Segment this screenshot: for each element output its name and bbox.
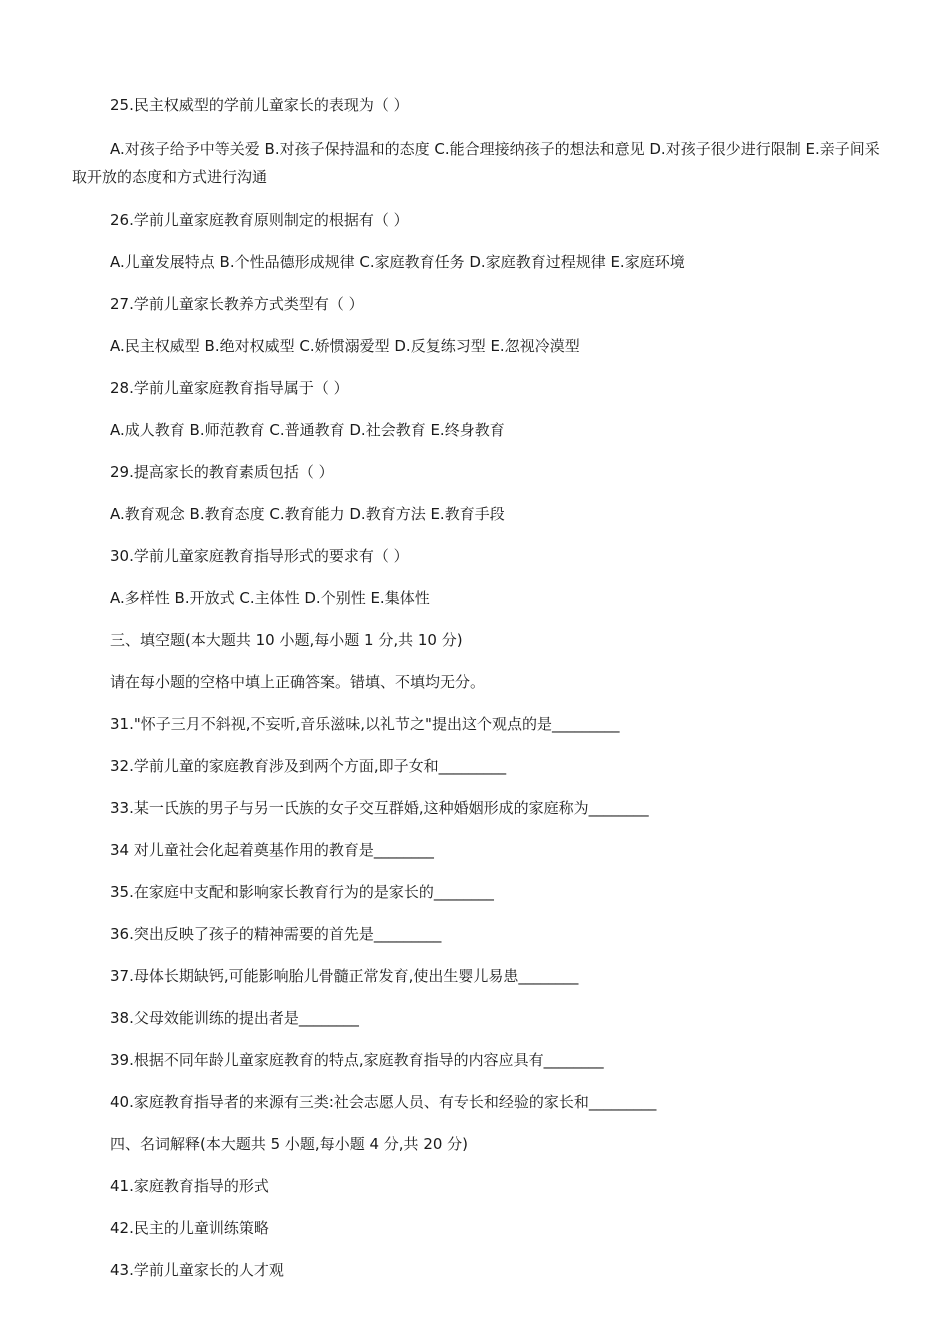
question-25-options: A.对孩子给予中等关爱 B.对孩子保持温和的态度 C.能合理接纳孩子的想法和意见 D.对孩子很少进行限制 E.亲子间采取开放的态度和方式进行沟通: [72, 140, 880, 186]
question-35: 35.在家庭中支配和影响家长教育行为的是家长的________: [110, 883, 494, 901]
question-42: 42.民主的儿童训练策略: [110, 1219, 269, 1237]
question-36: 36.突出反映了孩子的精神需要的首先是_________: [110, 925, 442, 943]
question-25: 25.民主权威型的学前儿童家长的表现为（ ）: [110, 96, 409, 114]
question-43: 43.学前儿童家长的人才观: [110, 1261, 284, 1279]
question-30: 30.学前儿童家庭教育指导形式的要求有（ ）: [110, 547, 409, 565]
section-heading-fill-in: 三、填空题(本大题共 10 小题,每小题 1 分,共 10 分): [110, 631, 463, 649]
question-27-options: A.民主权威型 B.绝对权威型 C.娇惯溺爱型 D.反复练习型 E.忽视冷漠型: [110, 337, 580, 355]
question-27: 27.学前儿童家长教养方式类型有（ ）: [110, 295, 364, 313]
question-38: 38.父母效能训练的提出者是________: [110, 1009, 359, 1027]
question-28: 28.学前儿童家庭教育指导属于（ ）: [110, 379, 349, 397]
question-37: 37.母体长期缺钙,可能影响胎儿骨髓正常发育,使出生婴儿易患________: [110, 967, 579, 985]
question-39: 39.根据不同年龄儿童家庭教育的特点,家庭教育指导的内容应具有________: [110, 1051, 604, 1069]
question-30-options: A.多样性 B.开放式 C.主体性 D.个别性 E.集体性: [110, 589, 430, 607]
question-31: 31."怀子三月不斜视,不妄听,音乐滋味,以礼节之"提出这个观点的是_________: [110, 715, 620, 733]
question-26: 26.学前儿童家庭教育原则制定的根据有（ ）: [110, 211, 409, 229]
question-28-options: A.成人教育 B.师范教育 C.普通教育 D.社会教育 E.终身教育: [110, 421, 505, 439]
question-29-options: A.教育观念 B.教育态度 C.教育能力 D.教育方法 E.教育手段: [110, 505, 505, 523]
question-32: 32.学前儿童的家庭教育涉及到两个方面,即子女和_________: [110, 757, 507, 775]
question-34: 34 对儿童社会化起着奠基作用的教育是________: [110, 841, 434, 859]
question-41: 41.家庭教育指导的形式: [110, 1177, 269, 1195]
section-instruction: 请在每小题的空格中填上正确答案。错填、不填均无分。: [110, 673, 486, 691]
question-33: 33.某一氏族的男子与另一氏族的女子交互群婚,这种婚姻形成的家庭称为________: [110, 799, 649, 817]
section-heading-terms: 四、名词解释(本大题共 5 小题,每小题 4 分,共 20 分): [110, 1135, 469, 1153]
question-29: 29.提高家长的教育素质包括（ ）: [110, 463, 334, 481]
question-40: 40.家庭教育指导者的来源有三类:社会志愿人员、有专长和经验的家长和_________: [110, 1093, 657, 1111]
question-26-options: A.儿童发展特点 B.个性品德形成规律 C.家庭教育任务 D.家庭教育过程规律 E.家庭环境: [110, 253, 685, 271]
